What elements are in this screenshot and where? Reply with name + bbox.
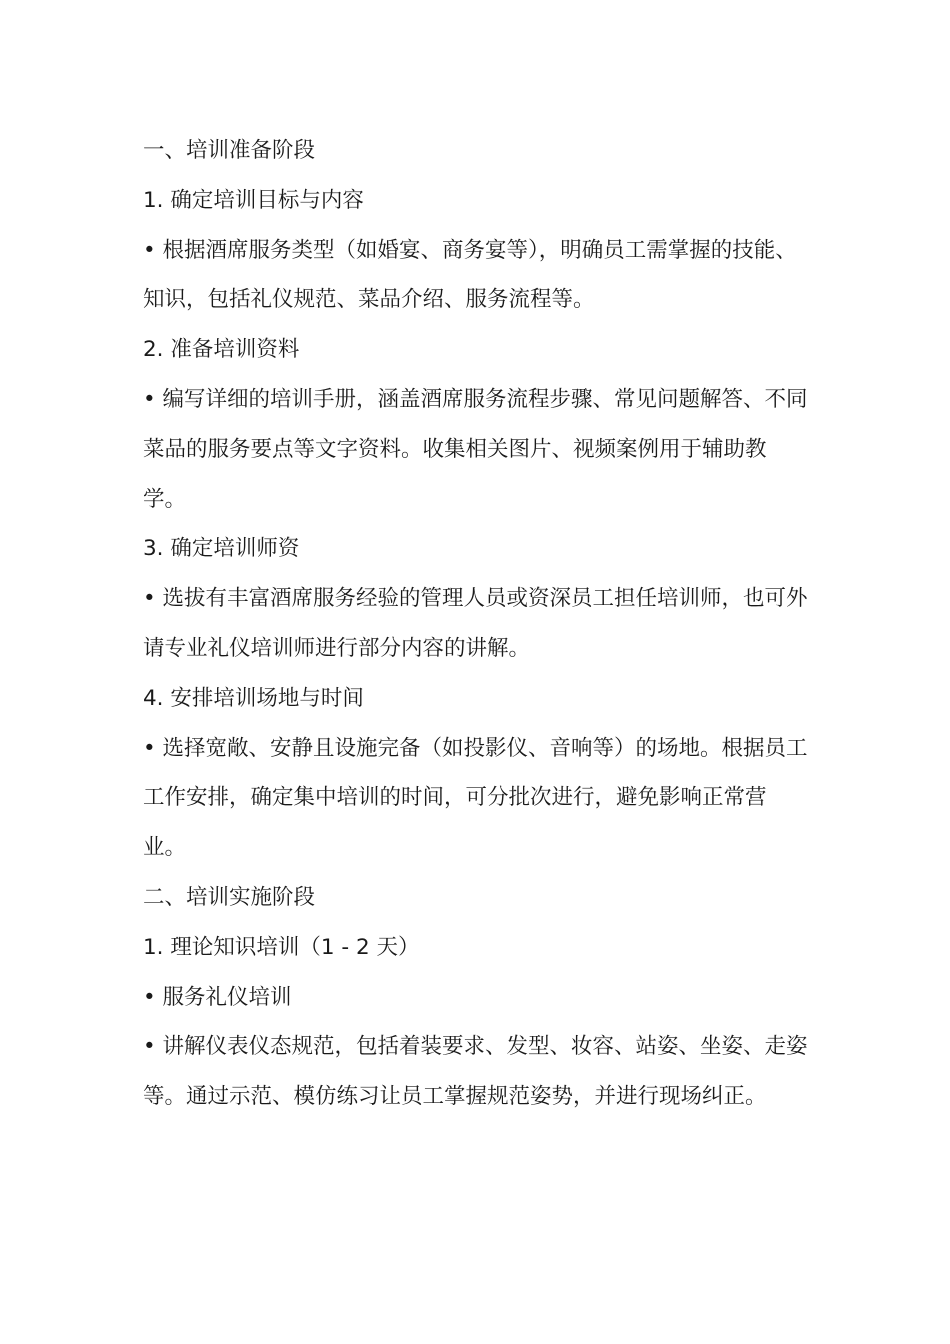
item-heading-goals: 1. 确定培训目标与内容: [143, 187, 364, 213]
section-heading-implementation: 二、培训实施阶段: [143, 884, 316, 910]
item-heading-trainers: 3. 确定培训师资: [143, 536, 300, 562]
item-heading-materials: 2. 准备培训资料: [143, 337, 300, 363]
document-body: [143, 126, 809, 1122]
bullet-materials-detail: • 编写详细的培训手册，涵盖酒席服务流程步骤、常见问题解答、不同菜品的服务要点等文字资料。收集相关图片、视频案例用于辅助教学。: [143, 386, 808, 512]
bullet-etiquette-detail: • 讲解仪表仪态规范，包括着装要求、发型、妆容、站姿、坐姿、走姿等。通过示范、模仿练习让员工掌握规范姿势，并进行现场纠正。: [143, 1034, 808, 1110]
item-heading-theory: 1. 理论知识培训（1 - 2 天）: [143, 934, 420, 960]
bullet-trainers-detail: • 选拔有丰富酒席服务经验的管理人员或资深员工担任培训师，也可外请专业礼仪培训师进行部分内容的讲解。: [143, 586, 808, 661]
bullet-venue-time-detail: • 选择宽敞、安静且设施完备（如投影仪、音响等）的场地。根据员工工作安排，确定集中培训的时间，可分批次进行，避免影响正常营业。: [143, 735, 808, 861]
section-heading-preparation: 一、培训准备阶段: [143, 138, 316, 163]
bullet-etiquette-training: • 服务礼仪培训: [143, 984, 292, 1010]
bullet-goals-detail: • 根据酒席服务类型（如婚宴、商务宴等），明确员工需掌握的技能、知识，包括礼仪规范、菜品介绍、服务流程等。: [143, 237, 797, 313]
item-heading-venue-time: 4. 安排培训场地与时间: [143, 685, 364, 711]
